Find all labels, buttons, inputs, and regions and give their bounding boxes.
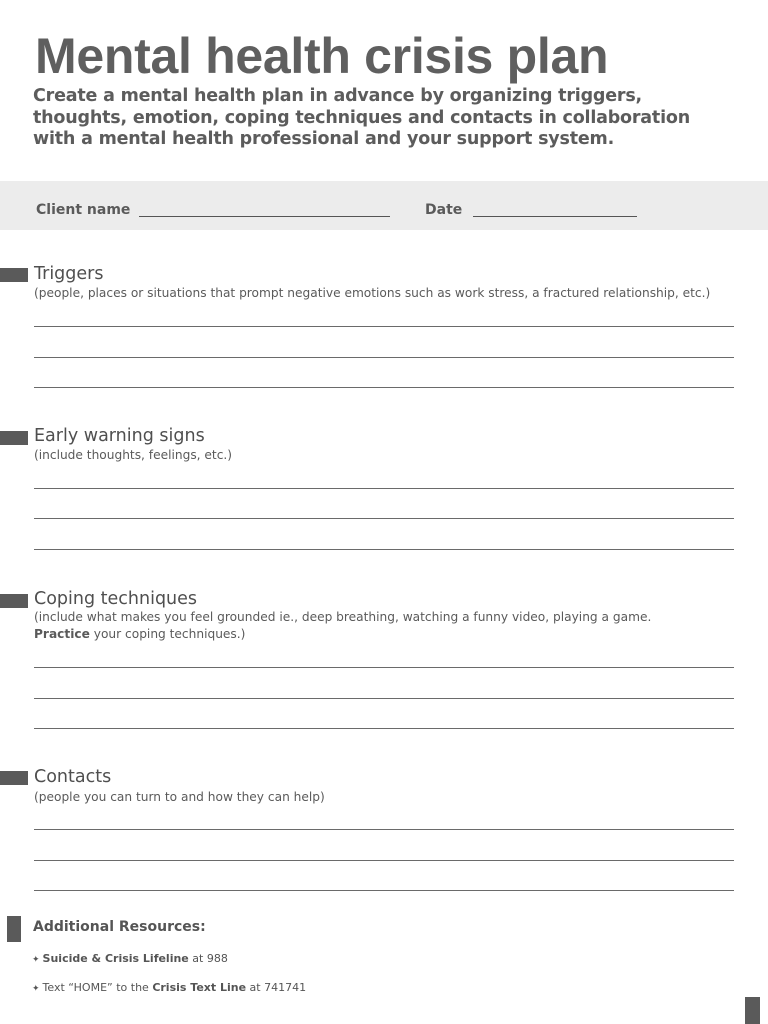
resource-item-text-line [32, 981, 306, 994]
section-desc-coping [34, 609, 754, 643]
date-label: Date [425, 202, 463, 218]
coping-desc-line2: your coping techniques.) [89, 627, 246, 641]
text-line-name: Crisis Text Line [152, 981, 247, 994]
intro-paragraph: Create a mental health plan in advance by organizing triggers, thoughts, emotion, coping techniques and contacts in collaboration with a mental health professional and your support system. [33, 86, 690, 149]
lifeline-number: at 988 [188, 952, 228, 965]
write-line[interactable] [34, 860, 734, 861]
write-line[interactable] [34, 387, 734, 388]
write-line[interactable] [34, 667, 734, 668]
lifeline-name: Suicide & Crisis Lifeline [42, 952, 189, 965]
write-line[interactable] [34, 698, 734, 699]
section-title-early-warning: Early warning signs [34, 426, 205, 446]
resource-item-lifeline [32, 952, 228, 965]
write-line[interactable] [34, 829, 734, 830]
resources-marker [7, 916, 21, 942]
section-title-triggers: Triggers [34, 264, 104, 284]
section-desc-contacts: (people you can turn to and how they can help) [34, 790, 325, 804]
write-line[interactable] [34, 488, 734, 489]
section-marker [0, 594, 28, 608]
section-desc-triggers: (people, places or situations that prompt negative emotions such as work stress, a fractured relationship, etc.) [34, 286, 711, 300]
coping-desc-line1: (include what makes you feel grounded ie., deep breathing, watching a funny video, playing a game. [34, 610, 652, 624]
section-marker [0, 431, 28, 445]
write-line[interactable] [34, 728, 734, 729]
client-info-bar [0, 181, 768, 230]
write-line[interactable] [34, 890, 734, 891]
star-bullet-icon: ✦ [32, 984, 40, 994]
section-marker [0, 268, 28, 282]
client-name-label: Client name [36, 202, 131, 218]
corner-marker [745, 997, 760, 1024]
text-line-prefix: Text “HOME” to the [42, 981, 153, 994]
date-field[interactable] [473, 216, 637, 217]
write-line[interactable] [34, 518, 734, 519]
write-line[interactable] [34, 549, 734, 550]
coping-desc-bold: Practice [34, 627, 90, 641]
client-name-field[interactable] [139, 216, 390, 217]
write-line[interactable] [34, 326, 734, 327]
text-line-number: at 741741 [246, 981, 307, 994]
resources-title: Additional Resources: [33, 919, 206, 935]
section-desc-early-warning: (include thoughts, feelings, etc.) [34, 448, 233, 462]
section-title-coping: Coping techniques [34, 589, 198, 609]
section-marker [0, 771, 28, 785]
section-title-contacts: Contacts [34, 767, 112, 787]
star-bullet-icon: ✦ [32, 955, 40, 965]
write-line[interactable] [34, 357, 734, 358]
page-title: Mental health crisis plan [35, 28, 609, 84]
